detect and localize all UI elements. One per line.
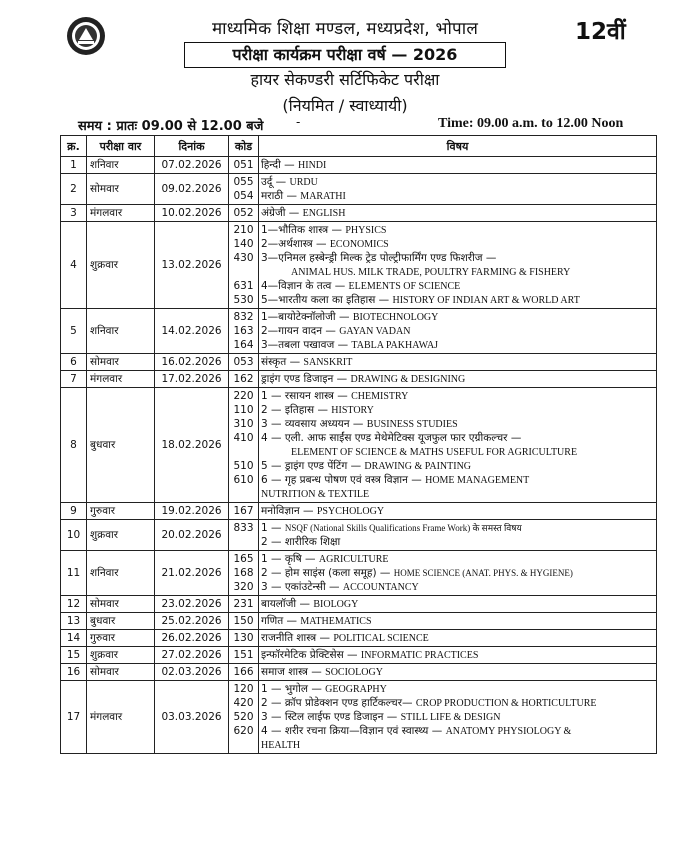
table-header-row xyxy=(61,136,657,157)
code-cell xyxy=(229,551,259,596)
subject-line xyxy=(261,580,654,594)
subject-cell xyxy=(259,520,657,551)
code-cell xyxy=(229,664,259,681)
subject-cell xyxy=(259,354,657,371)
subject-code: 052 xyxy=(233,207,254,219)
subject-hindi: मनोविज्ञान — xyxy=(261,505,317,517)
date-cell: 23.02.2026 xyxy=(155,596,229,613)
subject-line xyxy=(261,504,654,518)
subject-code: 631 xyxy=(233,280,254,292)
serial-cell: 9 xyxy=(61,503,87,520)
subject-hindi: 3—एनिमल हस्बेन्ड्री मिल्क ट्रेड पोल्ट्रीफार्मिंग एण्ड फिशरीज — xyxy=(261,252,497,264)
subject-code: 310 xyxy=(233,418,254,430)
exam-title: परीक्षा कार्यक्रम परीक्षा वर्ष — 2026 xyxy=(184,42,506,68)
subject-english: HISTORY xyxy=(331,405,374,416)
subject-hindi: 4 — एली. आफ साईंस एण्ड मेथेमेटिक्स यूजफुल फार एग्रीकल्चर — xyxy=(261,432,522,444)
subject-cell xyxy=(259,551,657,596)
date-cell: 02.03.2026 xyxy=(155,664,229,681)
table-row xyxy=(61,503,657,520)
subject-line xyxy=(261,417,654,431)
serial-cell: 15 xyxy=(61,647,87,664)
code-cell xyxy=(229,681,259,754)
subject-cell xyxy=(259,205,657,222)
subject-hindi: 2 — होम साइंस (कला समूह) — xyxy=(261,567,394,579)
subject-line xyxy=(261,265,654,279)
subject-code: 120 xyxy=(233,683,254,695)
date-cell: 26.02.2026 xyxy=(155,630,229,647)
certificate-title: हायर सेकण्डरी सर्टिफिकेट परीक्षा xyxy=(250,70,440,89)
date-cell: 07.02.2026 xyxy=(155,157,229,174)
date-cell: 03.03.2026 xyxy=(155,681,229,754)
serial-cell: 1 xyxy=(61,157,87,174)
day-cell: शनिवार xyxy=(87,309,155,354)
table-row xyxy=(61,613,657,630)
table-row xyxy=(61,681,657,754)
col-serial: क्र. xyxy=(61,136,87,157)
subject-line xyxy=(261,648,654,662)
subject-code: 510 xyxy=(233,460,254,472)
subject-english: POLITICAL SCIENCE xyxy=(333,633,429,644)
subject-line xyxy=(261,597,654,611)
subject-code: 833 xyxy=(233,522,254,534)
class-label: 12वीं xyxy=(575,19,626,45)
subject-hindi: 5 — ड्राइंग एण्ड पेंटिंग — xyxy=(261,460,365,472)
subject-cell xyxy=(259,371,657,388)
date-cell: 13.02.2026 xyxy=(155,222,229,309)
subject-english: NSQF (National Skills Qualifications Frame Work) के समस्त विषय xyxy=(284,523,522,533)
subject-hindi: 4 — शरीर रचना क्रिया—विज्ञान एवं स्वास्थ्य — xyxy=(261,725,446,737)
serial-cell: 5 xyxy=(61,309,87,354)
subject-english: ENGLISH xyxy=(302,208,346,219)
subject-english: SOCIOLOGY xyxy=(325,667,383,678)
subject-code: 420 xyxy=(233,697,254,709)
code-cell xyxy=(229,309,259,354)
subject-code xyxy=(231,265,256,279)
col-day: परीक्षा वार xyxy=(87,136,155,157)
day-cell: शुक्रवार xyxy=(87,520,155,551)
date-cell: 20.02.2026 xyxy=(155,520,229,551)
code-cell xyxy=(229,157,259,174)
subject-line xyxy=(261,487,654,501)
subject-code: 220 xyxy=(233,390,254,402)
subject-hindi: 2—गायन वादन — xyxy=(261,325,340,337)
subject-english: DRAWING & PAINTING xyxy=(364,461,472,472)
subject-code: 110 xyxy=(233,404,254,416)
subject-line xyxy=(261,445,654,459)
subject-english: BIOLOGY xyxy=(313,599,359,610)
code-cell xyxy=(229,205,259,222)
subject-hindi: 1—भौतिक शास्त्र — xyxy=(261,224,346,236)
subject-code: 168 xyxy=(233,567,254,579)
subject-english: CHEMISTRY xyxy=(351,391,409,402)
day-cell: बुधवार xyxy=(87,613,155,630)
subject-line xyxy=(261,521,654,535)
subject-code: 231 xyxy=(233,598,254,610)
subject-line xyxy=(261,310,654,324)
subject-hindi: 2—अर्थशास्त्र — xyxy=(261,238,330,250)
subject-english: ANATOMY PHYSIOLOGY & xyxy=(445,726,572,737)
subject-english: INFORMATIC PRACTICES xyxy=(360,650,479,661)
table-body xyxy=(61,157,657,754)
code-cell xyxy=(229,503,259,520)
serial-cell: 4 xyxy=(61,222,87,309)
subject-line xyxy=(261,293,654,307)
serial-cell: 8 xyxy=(61,388,87,503)
subject-english: CROP PRODUCTION & HORTICULTURE xyxy=(415,698,597,709)
date-cell: 21.02.2026 xyxy=(155,551,229,596)
subject-line xyxy=(261,324,654,338)
date-cell: 14.02.2026 xyxy=(155,309,229,354)
subject-line xyxy=(261,206,654,220)
subject-code: 320 xyxy=(233,581,254,593)
subject-english: TABLA PAKHAWAJ xyxy=(351,340,439,351)
subject-code: 520 xyxy=(233,711,254,723)
subject-code xyxy=(231,535,256,549)
table-row xyxy=(61,664,657,681)
col-subject: विषय xyxy=(259,136,657,157)
subject-cell xyxy=(259,222,657,309)
serial-cell: 10 xyxy=(61,520,87,551)
code-cell xyxy=(229,647,259,664)
subject-hindi: 2 — इतिहास — xyxy=(261,404,332,416)
subject-cell xyxy=(259,596,657,613)
code-cell xyxy=(229,371,259,388)
code-cell xyxy=(229,388,259,503)
subject-cell xyxy=(259,613,657,630)
subject-english: ELEMENT OF SCIENCE & MATHS USEFUL FOR AGRICULTURE xyxy=(291,447,578,458)
day-cell: सोमवार xyxy=(87,664,155,681)
serial-cell: 17 xyxy=(61,681,87,754)
day-cell: शुक्रवार xyxy=(87,647,155,664)
exam-mode: (नियमित / स्वाध्यायी) xyxy=(282,96,408,115)
subject-code: 530 xyxy=(233,294,254,306)
subject-line xyxy=(261,175,654,189)
table-row xyxy=(61,520,657,551)
subject-english: ANIMAL HUS. MILK TRADE, POULTRY FARMING & FISHERY xyxy=(291,267,571,278)
subject-code: 832 xyxy=(233,311,254,323)
code-cell xyxy=(229,613,259,630)
subject-code: 167 xyxy=(233,505,254,517)
subject-hindi: संस्कृत — xyxy=(261,356,304,368)
date-cell: 09.02.2026 xyxy=(155,174,229,205)
board-name: माध्यमिक शिक्षा मण्डल, मध्यप्रदेश, भोपाल xyxy=(211,19,479,39)
subject-english: GEOGRAPHY xyxy=(325,684,387,695)
day-cell: गुरुवार xyxy=(87,503,155,520)
code-cell xyxy=(229,596,259,613)
subject-hindi: अंग्रेजी — xyxy=(261,207,303,219)
serial-cell: 3 xyxy=(61,205,87,222)
subject-hindi: 1 — रसायन शास्त्र — xyxy=(261,390,352,402)
subject-english: PHYSICS xyxy=(345,225,387,236)
subject-line xyxy=(261,431,654,445)
subject-hindi: 4—विज्ञान के तत्व — xyxy=(261,280,349,292)
subject-code: 150 xyxy=(233,615,254,627)
date-cell: 19.02.2026 xyxy=(155,503,229,520)
subject-code: 162 xyxy=(233,373,254,385)
subject-line xyxy=(261,614,654,628)
subject-hindi: 5—भारतीय कला का इतिहास — xyxy=(261,294,393,306)
subject-hindi: हिन्दी — xyxy=(261,159,299,171)
subject-cell xyxy=(259,681,657,754)
col-code: कोड xyxy=(229,136,259,157)
subject-hindi: 1 — कृषि — xyxy=(261,553,319,565)
date-cell: 27.02.2026 xyxy=(155,647,229,664)
day-cell: मंगलवार xyxy=(87,205,155,222)
serial-cell: 16 xyxy=(61,664,87,681)
code-cell xyxy=(229,354,259,371)
code-cell xyxy=(229,174,259,205)
subject-code: 410 xyxy=(233,432,254,444)
subject-line xyxy=(261,710,654,724)
subject-hindi: 6 — गृह प्रबन्ध पोषण एवं वस्त्र विज्ञान — xyxy=(261,474,426,486)
date-cell: 17.02.2026 xyxy=(155,371,229,388)
subject-english: NUTRITION & TEXTILE xyxy=(261,489,370,500)
subject-english: HINDI xyxy=(298,160,327,171)
subject-line xyxy=(261,459,654,473)
subject-english: MATHEMATICS xyxy=(300,616,372,627)
date-cell: 16.02.2026 xyxy=(155,354,229,371)
table-row xyxy=(61,596,657,613)
subject-english: ELEMENTS OF SCIENCE xyxy=(348,281,461,292)
subject-code: 051 xyxy=(233,159,254,171)
subject-code: 620 xyxy=(233,725,254,737)
table-row xyxy=(61,174,657,205)
day-cell: सोमवार xyxy=(87,354,155,371)
day-cell: गुरुवार xyxy=(87,630,155,647)
subject-line xyxy=(261,631,654,645)
subject-code: 053 xyxy=(233,356,254,368)
code-cell xyxy=(229,222,259,309)
subject-code: 430 xyxy=(233,252,254,264)
subject-cell xyxy=(259,630,657,647)
date-cell: 18.02.2026 xyxy=(155,388,229,503)
subject-english: URDU xyxy=(289,177,318,188)
subject-line xyxy=(261,372,654,386)
subject-hindi: 3 — व्यवसाय अध्ययन — xyxy=(261,418,367,430)
table-row xyxy=(61,157,657,174)
subject-hindi: 2 — शारीरिक शिक्षा xyxy=(261,536,341,548)
subject-code: 610 xyxy=(233,474,254,486)
subject-line xyxy=(261,223,654,237)
subject-code xyxy=(231,487,256,501)
subject-english: HOME MANAGEMENT xyxy=(425,475,530,486)
subject-code: 130 xyxy=(233,632,254,644)
subject-code: 140 xyxy=(233,238,254,250)
subject-english: ECONOMICS xyxy=(329,239,389,250)
subject-line xyxy=(261,696,654,710)
day-cell: मंगलवार xyxy=(87,681,155,754)
subject-code: 164 xyxy=(233,339,254,351)
day-cell: मंगलवार xyxy=(87,371,155,388)
subject-cell xyxy=(259,647,657,664)
subject-hindi: राजनीति शास्त्र — xyxy=(261,632,334,644)
subject-hindi: 3—तबला पखावज — xyxy=(261,339,352,351)
subject-line xyxy=(261,682,654,696)
table-row xyxy=(61,388,657,503)
subject-english: ACCOUNTANCY xyxy=(342,582,419,593)
subject-english: BUSINESS STUDIES xyxy=(366,419,458,430)
subject-line xyxy=(261,566,654,580)
subject-line xyxy=(261,535,654,549)
subject-line xyxy=(261,389,654,403)
subject-line xyxy=(261,279,654,293)
subject-code: 054 xyxy=(233,190,254,202)
subject-line xyxy=(261,665,654,679)
subject-line xyxy=(261,738,654,752)
subject-hindi: 2 — क्रॉप प्रोडेक्शन एण्ड हार्टिकल्चर— xyxy=(261,697,416,709)
subject-hindi: बायलॉजी — xyxy=(261,598,314,610)
subject-hindi: मराठी — xyxy=(261,190,301,202)
subject-english: AGRICULTURE xyxy=(318,554,389,565)
subject-english: HOME SCIENCE (ANAT. PHYS. & HYGIENE) xyxy=(393,568,573,578)
serial-cell: 6 xyxy=(61,354,87,371)
table-row xyxy=(61,371,657,388)
subject-hindi: इन्फॉरमेटिक प्रेक्टिसेस — xyxy=(261,649,361,661)
subject-english: DRAWING & DESIGNING xyxy=(350,374,466,385)
subject-hindi: 1 — xyxy=(261,522,285,534)
subject-hindi: 3 — स्टिल लाईफ एण्ड डिजाइन — xyxy=(261,711,401,723)
exam-schedule-table xyxy=(60,135,657,754)
subject-hindi: 1—बायोटेक्नॉलोजी — xyxy=(261,311,353,323)
separator-dot: - xyxy=(296,115,301,129)
date-cell: 10.02.2026 xyxy=(155,205,229,222)
subject-cell xyxy=(259,309,657,354)
table-row xyxy=(61,205,657,222)
subject-code: 166 xyxy=(233,666,254,678)
subject-code xyxy=(231,445,256,459)
subject-cell xyxy=(259,174,657,205)
subject-line xyxy=(261,403,654,417)
day-cell: सोमवार xyxy=(87,596,155,613)
table-row xyxy=(61,630,657,647)
subject-line xyxy=(261,237,654,251)
serial-cell: 12 xyxy=(61,596,87,613)
subject-hindi: 1 — भुगोल — xyxy=(261,683,326,695)
subject-cell xyxy=(259,664,657,681)
code-cell xyxy=(229,520,259,551)
subject-english: HEALTH xyxy=(261,740,301,751)
day-cell: शनिवार xyxy=(87,157,155,174)
serial-cell: 14 xyxy=(61,630,87,647)
day-cell: शुक्रवार xyxy=(87,222,155,309)
serial-cell: 7 xyxy=(61,371,87,388)
serial-cell: 13 xyxy=(61,613,87,630)
subject-line xyxy=(261,724,654,738)
subject-cell xyxy=(259,157,657,174)
subject-english: STILL LIFE & DESIGN xyxy=(400,712,501,723)
subject-hindi: ड्राइंग एण्ड डिजाइन — xyxy=(261,373,351,385)
subject-line xyxy=(261,473,654,487)
table-row xyxy=(61,647,657,664)
table-row xyxy=(61,551,657,596)
col-date: दिनांक xyxy=(155,136,229,157)
date-cell: 25.02.2026 xyxy=(155,613,229,630)
subject-english: PSYCHOLOGY xyxy=(316,506,385,517)
serial-cell: 11 xyxy=(61,551,87,596)
subject-english: MARATHI xyxy=(300,191,346,202)
day-cell: सोमवार xyxy=(87,174,155,205)
subject-line xyxy=(261,189,654,203)
subject-hindi: गणित — xyxy=(261,615,301,627)
subject-code: 151 xyxy=(233,649,254,661)
board-seal-icon xyxy=(66,16,106,56)
time-hindi: समय : प्रातः 09.00 से 12.00 बजे xyxy=(78,119,264,134)
serial-cell: 2 xyxy=(61,174,87,205)
code-cell xyxy=(229,630,259,647)
subject-code: 210 xyxy=(233,224,254,236)
table-row xyxy=(61,222,657,309)
subject-code: 165 xyxy=(233,553,254,565)
subject-line xyxy=(261,338,654,352)
day-cell: बुधवार xyxy=(87,388,155,503)
subject-hindi: समाज शास्त्र — xyxy=(261,666,326,678)
day-cell: शनिवार xyxy=(87,551,155,596)
subject-english: HISTORY OF INDIAN ART & WORLD ART xyxy=(392,295,580,306)
subject-english: SANSKRIT xyxy=(303,357,353,368)
table-row xyxy=(61,309,657,354)
subject-english: GAYAN VADAN xyxy=(339,326,411,337)
subject-english: BIOTECHNOLOGY xyxy=(352,312,439,323)
subject-hindi: उर्दू — xyxy=(261,176,290,188)
subject-cell xyxy=(259,503,657,520)
subject-cell xyxy=(259,388,657,503)
subject-line xyxy=(261,552,654,566)
subject-line xyxy=(261,355,654,369)
table-row xyxy=(61,354,657,371)
subject-line xyxy=(261,158,654,172)
subject-line xyxy=(261,251,654,265)
time-english: Time: 09.00 a.m. to 12.00 Noon xyxy=(438,116,624,131)
subject-hindi: 3 — एकांउटेन्सी — xyxy=(261,581,343,593)
subject-code: 163 xyxy=(233,325,254,337)
subject-code: 055 xyxy=(233,176,254,188)
subject-code xyxy=(231,738,256,752)
